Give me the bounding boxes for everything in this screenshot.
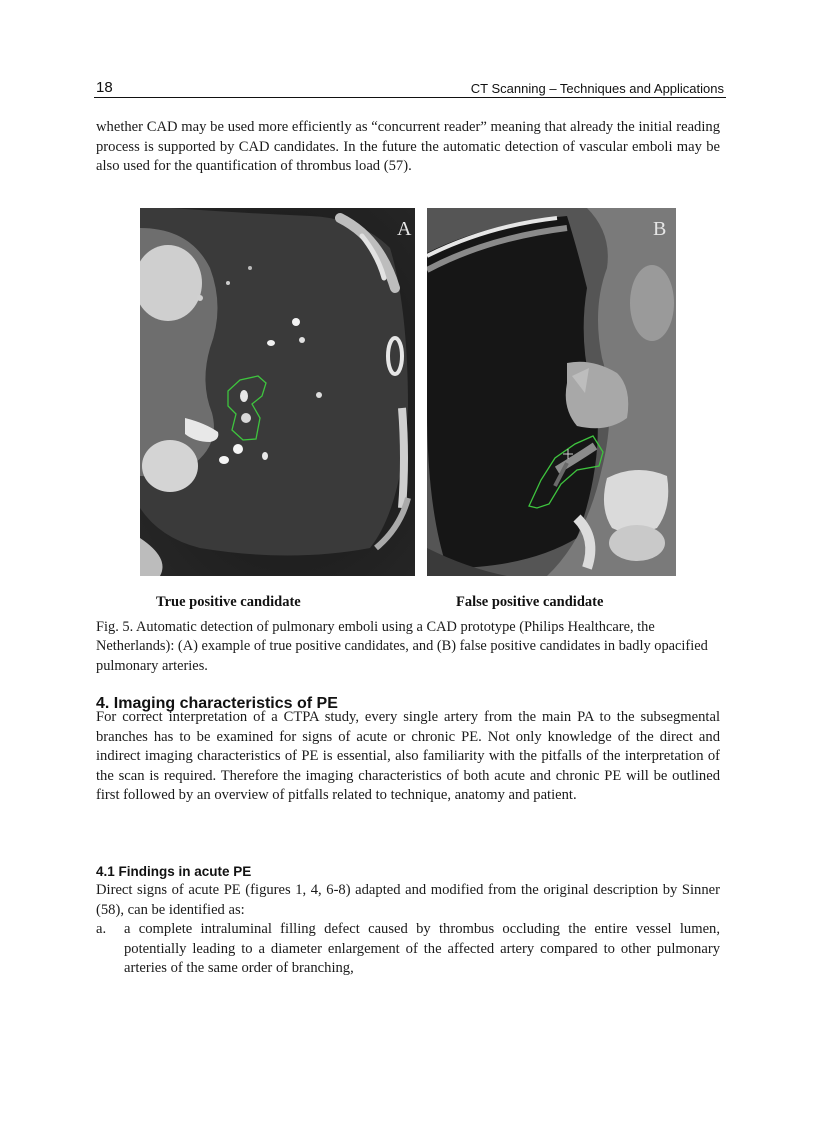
page-number: 18 xyxy=(96,79,113,96)
panel-b-letter: B xyxy=(653,218,667,240)
figure-caption: Fig. 5. Automatic detection of pulmonary emboli using a CAD prototype (Philips Healthcare, the Netherlands): (A) example of true positive candidates, and (B) false positive candidates in badly opacified pulmonary arteries. xyxy=(96,619,708,674)
header-rule xyxy=(94,97,726,98)
running-title: CT Scanning – Techniques and Applications xyxy=(470,81,724,96)
panel-a-label: True positive candidate xyxy=(156,594,301,610)
ct-image-panel-a xyxy=(140,208,415,576)
intro-paragraph: whether CAD may be used more efficiently as “concurrent reader” meaning that already the initial reading process is supported by CAD candidates. In the future the automatic detection of vascular emboli may be also used for the quantification of thrombus load (57). xyxy=(96,119,720,175)
subsection-heading: 4.1 Findings in acute PE xyxy=(96,864,252,879)
subsection-paragraph: Direct signs of acute PE (figures 1, 4, 6-8) adapted and modified from the original description by Sinner (58), can be identified as: xyxy=(96,882,720,918)
list-text: a complete intraluminal filling defect caused by thrombus occluding the entire vessel lumen, potentially leading to a diameter enlargement of the affected artery compared to other pulmonary arteries of the same order of branching, xyxy=(124,921,720,977)
panel-b-label: False positive candidate xyxy=(456,594,604,610)
list-marker: a. xyxy=(96,921,107,937)
ct-image-panel-b xyxy=(427,208,676,576)
section-heading: 4. Imaging characteristics of PE xyxy=(96,695,338,712)
panel-a-letter: A xyxy=(397,218,412,240)
section-paragraph: For correct interpretation of a CTPA study, every single artery from the main PA to the subsegmental branches has to be examined for signs of acute or chronic PE. Not only knowledge of the direct and indirect imaging characteristics of PE is essential, also familiarity with the pitfalls of the interpretation of the scan is required. Therefore the imaging characteristics of both acute and chronic PE will be outlined first followed by an overview of pitfalls related to technique, anatomy and patient. xyxy=(96,709,720,804)
